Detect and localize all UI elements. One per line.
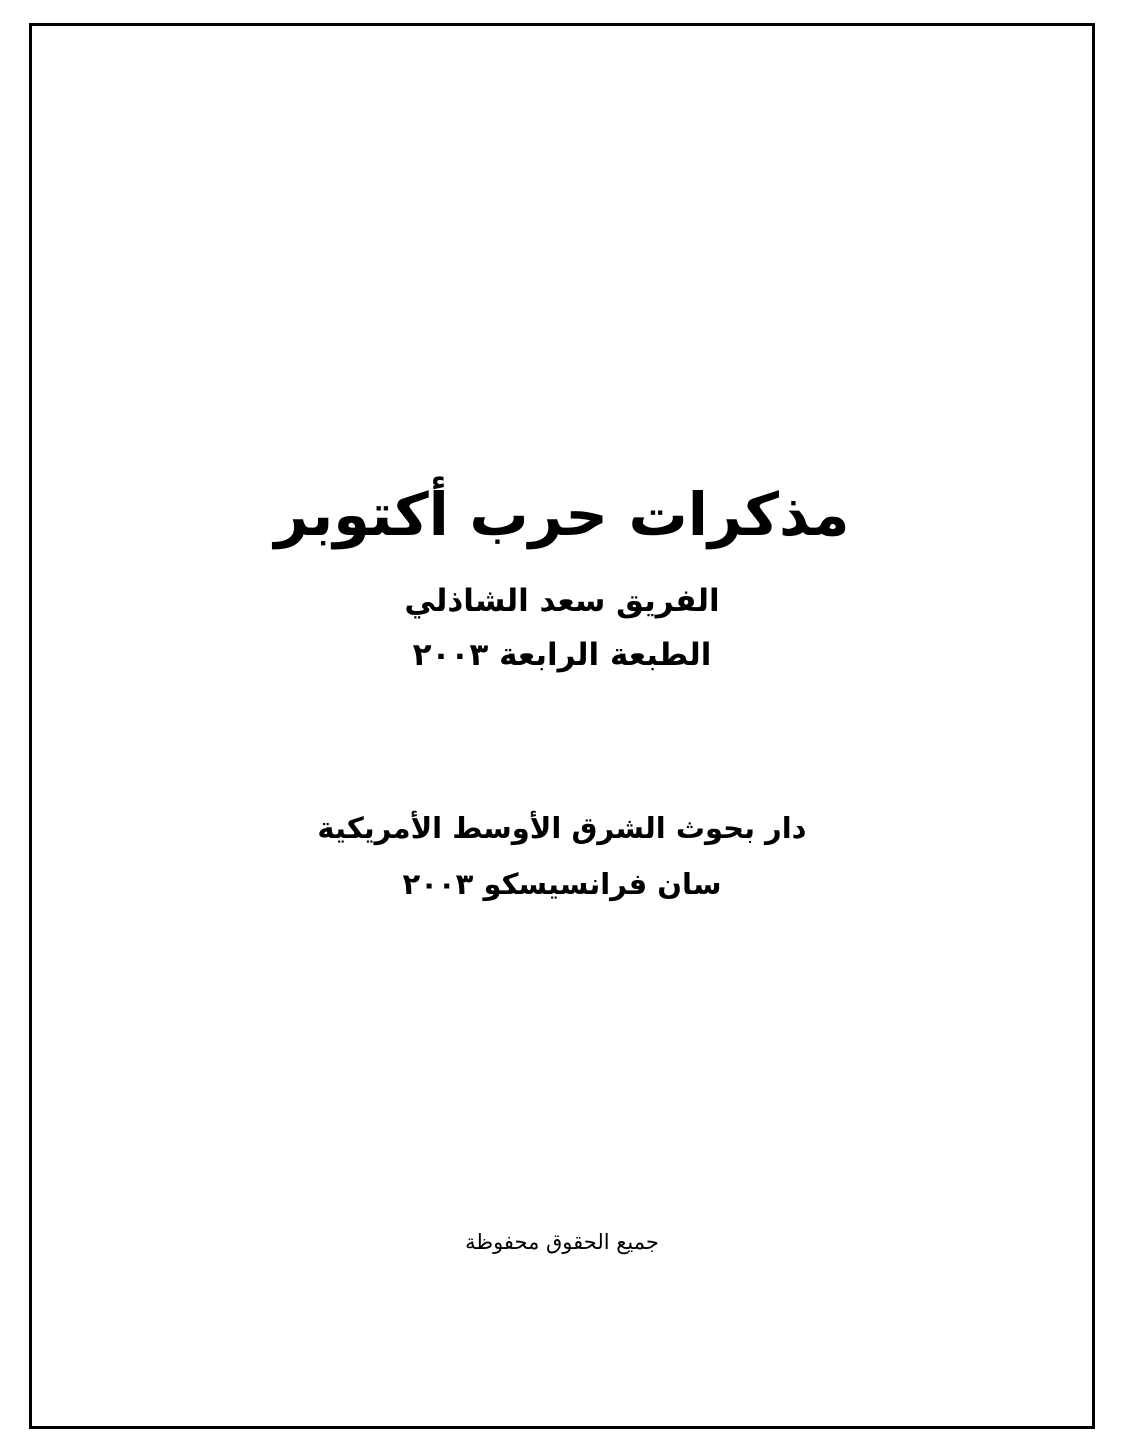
title-block <box>29 478 1095 679</box>
author-name: الفريق سعد الشاذلي <box>404 582 720 619</box>
copyright-notice: جميع الحقوق محفوظة <box>465 1230 659 1254</box>
publisher-name: دار بحوث الشرق الأوسط الأمريكية <box>317 811 807 845</box>
scan-left-margin <box>0 0 29 1453</box>
cover-content <box>29 23 1095 1429</box>
publisher-block <box>29 805 1095 908</box>
publication-place-year: سان فرانسيسكو ٢٠٠٣ <box>402 867 722 902</box>
rights-block <box>29 1228 1095 1257</box>
page-title: مذكرات حرب أكتوبر <box>274 480 850 549</box>
edition-statement: الطبعة الرابعة ٢٠٠٣ <box>412 637 712 674</box>
